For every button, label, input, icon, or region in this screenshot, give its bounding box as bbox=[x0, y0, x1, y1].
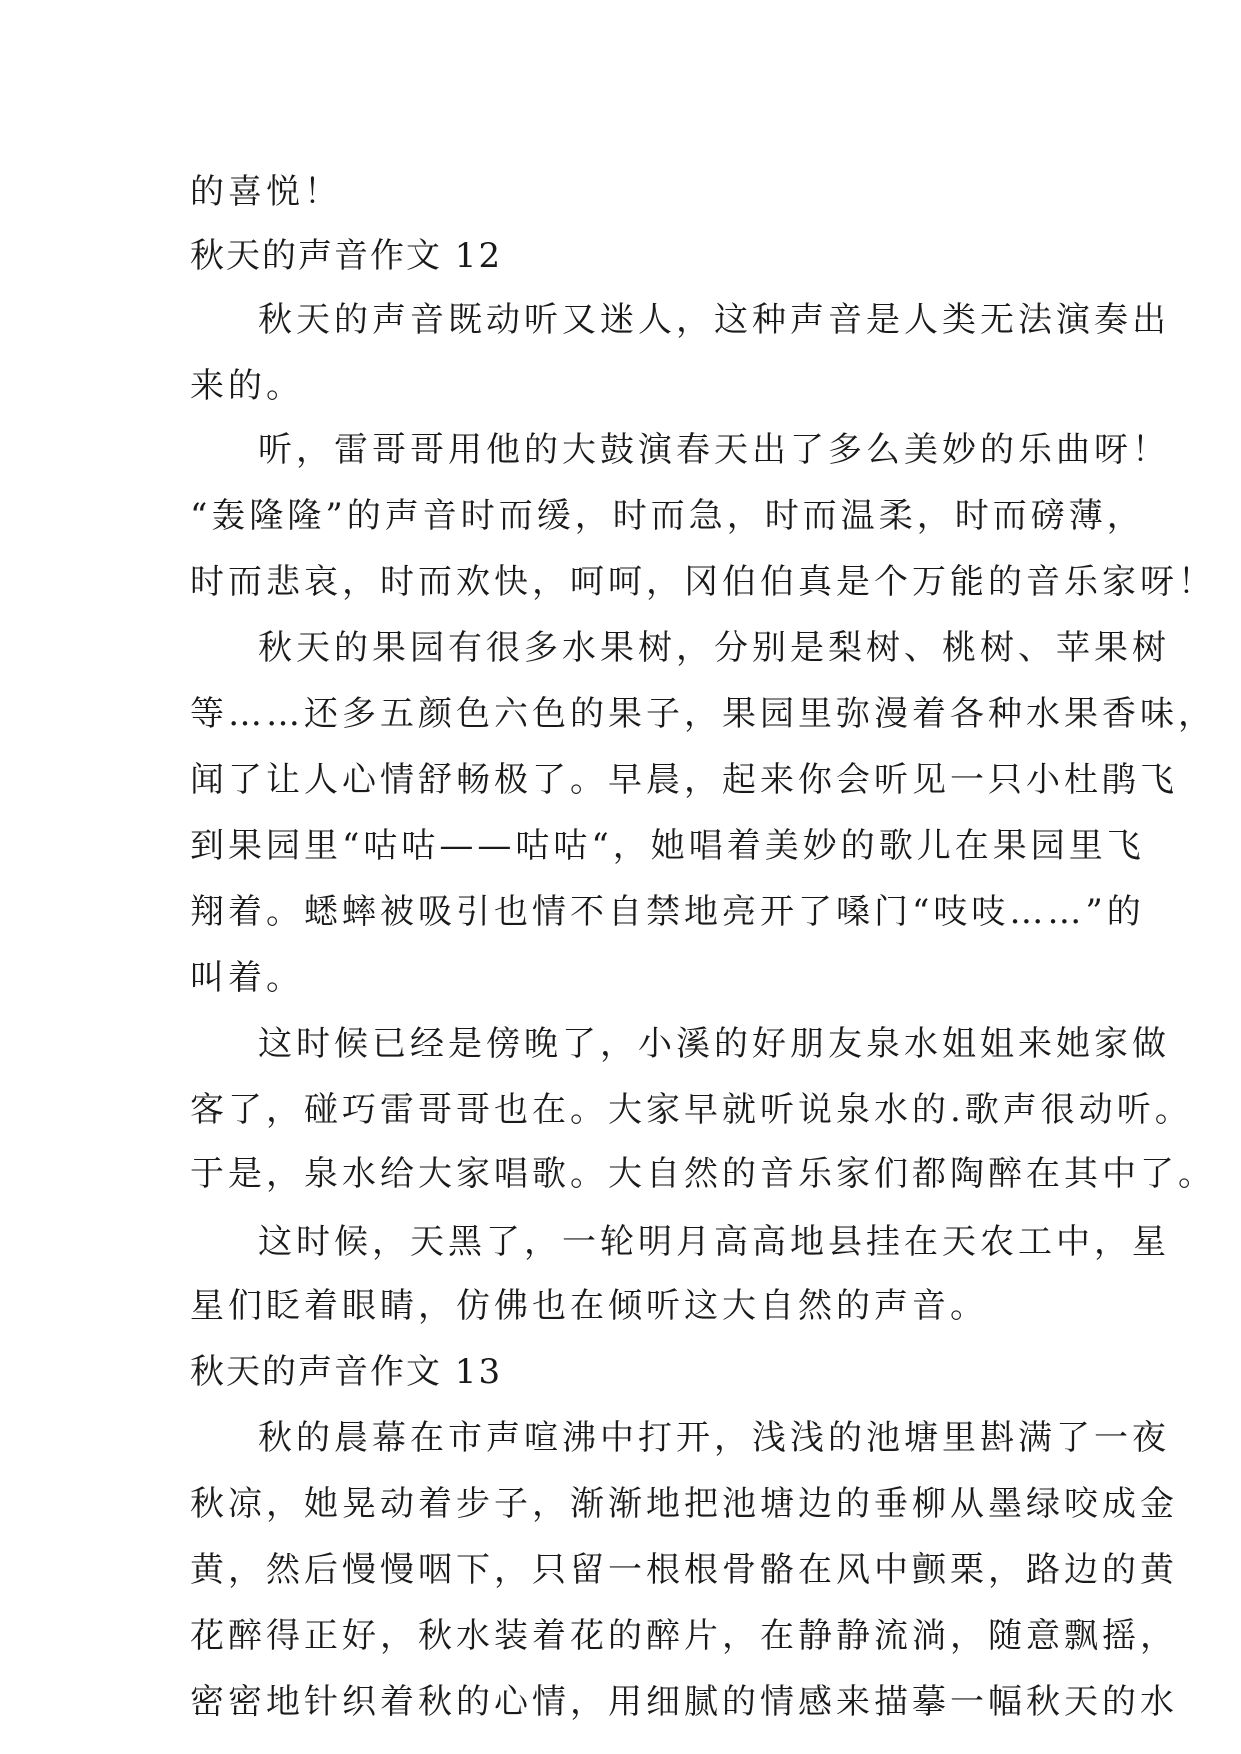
text-line: 到果园里“咕咕——咕咕“，她唱着美妙的歌儿在果园里飞 bbox=[190, 826, 1145, 866]
text-line: 翔着。蟋蟀被吸引也情不自禁地亮开了嗓门“吱吱……”的 bbox=[190, 892, 1145, 932]
text-line: 花醉得正好，秋水装着花的醉片，在静静流淌，随意飘摇， bbox=[190, 1616, 1178, 1656]
section-heading: 秋天的声音作文 13 bbox=[190, 1352, 503, 1392]
text-line: 时而悲哀，时而欢快，呵呵，冈伯伯真是个万能的音乐家呀！ bbox=[190, 562, 1216, 602]
text-line: “轰隆隆”的声音时而缓，时而急，时而温柔，时而磅薄， bbox=[190, 496, 1145, 536]
text-line: 等……还多五颜色六色的果子，果园里弥漫着各种水果香味， bbox=[190, 694, 1216, 734]
text-line: 叫着。 bbox=[190, 958, 304, 998]
text-line: 听，雷哥哥用他的大鼓演春天出了多么美妙的乐曲呀！ bbox=[258, 430, 1170, 470]
text-line: 秋天的声音既动听又迷人，这种声音是人类无法演奏出 bbox=[258, 300, 1170, 340]
text-line: 秋天的果园有很多水果树，分别是梨树、桃树、苹果树 bbox=[258, 628, 1170, 668]
text-line: 这时候，天黑了，一轮明月高高地县挂在天农工中，星 bbox=[258, 1222, 1170, 1262]
text-line: 来的。 bbox=[190, 366, 304, 406]
text-line: 于是，泉水给大家唱歌。大自然的音乐家们都陶醉在其中了。 bbox=[190, 1154, 1216, 1194]
text-line: 黄，然后慢慢咽下，只留一根根骨骼在风中颤栗，路边的黄 bbox=[190, 1550, 1178, 1590]
text-line: 星们眨着眼睛，仿佛也在倾听这大自然的声音。 bbox=[190, 1286, 988, 1326]
text-line: 的喜悦！ bbox=[190, 172, 342, 212]
text-line: 密密地针织着秋的心情，用细腻的情感来描摹一幅秋天的水 bbox=[190, 1682, 1178, 1722]
text-line: 秋凉，她晃动着步子，渐渐地把池塘边的垂柳从墨绿咬成金 bbox=[190, 1484, 1178, 1524]
text-line: 这时候已经是傍晚了，小溪的好朋友泉水姐姐来她家做 bbox=[258, 1024, 1170, 1064]
text-line: 秋的晨幕在市声喧沸中打开，浅浅的池塘里斟满了一夜 bbox=[258, 1418, 1170, 1458]
section-heading: 秋天的声音作文 12 bbox=[190, 236, 503, 276]
text-line: 客了，碰巧雷哥哥也在。大家早就听说泉水的.歌声很动听。 bbox=[190, 1090, 1193, 1130]
text-line: 闻了让人心情舒畅极了。早晨，起来你会听见一只小杜鹃飞 bbox=[190, 760, 1178, 800]
